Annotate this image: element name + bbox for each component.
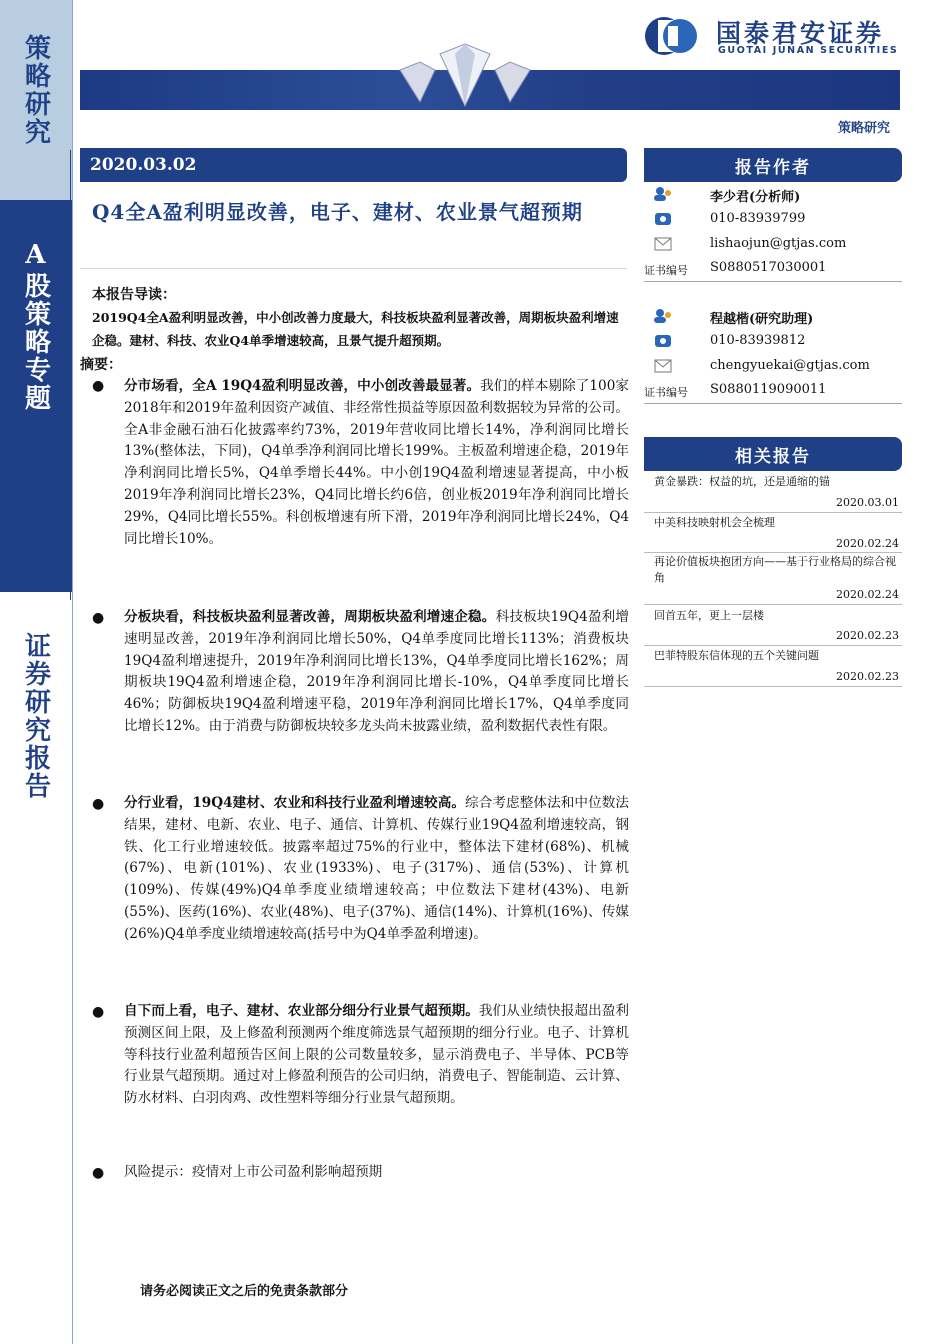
bullet-dot-icon: ● <box>92 610 105 626</box>
phone-icon <box>652 211 674 227</box>
related-divider <box>644 512 902 513</box>
related-report-title[interactable]: 黄金暴跌：权益的坑，还是通缩的锚 <box>654 475 830 488</box>
paragraph-lead: 分行业看，19Q4建材、农业和科技行业盈利增速较高。 <box>124 795 466 811</box>
person-icon <box>652 186 674 202</box>
paragraph-body: 我们从业绩快报超出盈利预测区间上限，及上修盈利预测两个维度筛选景气超预期的细分行业。电子、计算机等科技行业盈利超预告区间上限的公司数量较多，显示消费电子、半导体、PCB等行业景气超预期。通过对上修盈利预告的公司归纳，消费电子、智能制造、云计算、防水材料、白羽肉鸡、改性塑料等细分行业景气超预期。 <box>124 1003 630 1107</box>
report-date: 2020.03.02 <box>90 155 197 175</box>
paragraph-lead: 分市场看，全A 19Q4盈利明显改善，中小创改善最显著。 <box>124 378 481 394</box>
header-subtitle: 策略研究 <box>838 121 891 136</box>
author-cert: S0880517030001 <box>710 260 827 275</box>
cert-label: 证书编号 <box>644 386 688 399</box>
summary-paragraph <box>124 1001 629 1110</box>
author-cert: S0880119090011 <box>710 382 827 397</box>
related-divider <box>644 604 902 605</box>
related-divider <box>644 552 902 553</box>
author-name: 程越楷(研究助理) <box>710 312 814 327</box>
diamond-gems-graphic <box>380 40 550 110</box>
related-report-date: 2020.02.24 <box>836 588 899 601</box>
author-divider <box>644 403 902 404</box>
sidebar-middle-panel <box>0 200 72 592</box>
abstract-heading: 摘要： <box>80 357 122 373</box>
bullet-dot-icon: ● <box>92 1165 105 1181</box>
content-left-rule <box>70 150 71 600</box>
related-report-title[interactable]: 再论价值板块抱团方向——基于行业格局的综合视角 <box>654 555 896 584</box>
related-divider <box>644 645 902 646</box>
bullet-dot-icon: ● <box>92 378 105 394</box>
author-email[interactable]: chengyuekai@gtjas.com <box>710 358 870 373</box>
related-report-title[interactable]: 回首五年，更上一层楼 <box>654 609 764 622</box>
sidebar-category-label: 策略研究 <box>20 34 51 146</box>
company-logo-icon <box>642 16 702 56</box>
report-title: Q4全A盈利明显改善，电子、建材、农业景气超预期 <box>92 200 583 224</box>
paragraph-body: 我们的样本剔除了100家2018年和2019年盈利因资产减值、非经常性损益等原因盈利数据较为异常的公司。全A非金融石油石化披露率约73%，2019年营收同比增长14%，净利润同比增长13%(整体法，下同)，Q4单季净利润同比增长199%。主板盈利增速企稳，2019年净利润同比增长5%，Q4单季增长44%。中小创19Q4盈利增速显著提高，中小板2019年净利润同比增长23%，Q4同比增长约6倍，创业板2019年净利润同比增长29%，Q4同比增长55%。科创板增速有所下滑，2019年净利润同比增长24%，Q4同比增长10%。 <box>124 378 629 547</box>
author-phone: 010-83939812 <box>710 333 806 348</box>
summary-paragraph <box>124 793 629 946</box>
intro-text: 2019Q4全A盈利明显改善，中小创改善力度最大，科技板块盈利显著改善，周期板块盈利增速企稳。建材、科技、农业Q4单季增速较高，且景气提升超预期。 <box>92 310 619 348</box>
logo-english-name: GUOTAI JUNAN SECURITIES <box>718 45 899 56</box>
author-name: 李少君(分析师) <box>710 190 801 205</box>
paragraph-lead: 自下而上看，电子、建材、农业部分细分行业景气超预期。 <box>124 1003 479 1019</box>
sidebar-topic-label: A股策略专题 <box>20 240 51 412</box>
related-report-title[interactable]: 中美科技映射机会全梳理 <box>654 516 775 529</box>
sidebar-divider <box>72 0 73 1344</box>
cert-label: 证书编号 <box>644 264 688 277</box>
phone-icon <box>652 333 674 349</box>
disclaimer-notice: 请务必阅读正文之后的免责条款部分 <box>140 1284 349 1299</box>
email-icon <box>652 358 674 374</box>
authors-heading: 报告作者 <box>644 148 902 182</box>
bullet-dot-icon: ● <box>92 1004 105 1020</box>
related-divider <box>644 686 902 687</box>
person-icon <box>652 308 674 324</box>
sidebar-bottom-panel <box>0 592 72 1344</box>
email-icon <box>652 236 674 252</box>
author-phone: 010-83939799 <box>710 211 806 226</box>
related-report-date: 2020.03.01 <box>836 496 899 509</box>
related-report-date: 2020.02.24 <box>836 537 899 550</box>
risk-warning <box>124 1162 629 1184</box>
intro-heading: 本报告导读： <box>92 287 176 303</box>
paragraph-body: 风险提示：疫情对上市公司盈利影响超预期 <box>124 1164 383 1180</box>
title-divider <box>80 268 627 269</box>
sidebar-top-panel <box>0 0 72 200</box>
paragraph-lead: 分板块看，科技板块盈利显著改善，周期板块盈利增速企稳。 <box>124 609 496 625</box>
paragraph-body: 综合考虑整体法和中位数法结果，建材、电新、农业、电子、通信、计算机、传媒行业19Q4盈利增速较高，钢铁、化工行业增速较低。披露率超过75%的行业中，整体法下建材(68%)、机械(67%)、电新(101%)、农业(1933%)、电子(317%)、通信(53%)、计算机(109%)、传媒(49%)Q4单季度业绩增速较高；中位数法下建材(43%)、电新(55%)、医药(16%)、农业(48%)、电子(37%)、通信(14%)、计算机(16%)、传媒(26%)Q4单季度业绩增速较高(括号中为Q4单季盈利增速)。 <box>124 795 630 942</box>
related-report-date: 2020.02.23 <box>836 670 899 683</box>
author-divider <box>644 281 902 282</box>
summary-paragraph <box>124 607 629 738</box>
sidebar-doc-type-label: 证券研究报告 <box>20 632 51 800</box>
bullet-dot-icon: ● <box>92 796 105 812</box>
paragraph-body: 科技板块19Q4盈利增速明显改善，2019年净利润同比增长50%，Q4单季度同比增长113%；消费板块19Q4盈利增速提升，2019年净利润同比增长13%，Q4单季度同比增长162%；周期板块19Q4盈利增速企稳，2019年净利润同比增长-10%，Q4单季度同比增长46%；防御板块19Q4盈利增速平稳，2019年净利润同比增长17%，Q4单季度同比增长12%。由于消费与防御板块较多龙头尚未披露业绩，盈利数据代表性有限。 <box>124 609 630 734</box>
author-email[interactable]: lishaojun@gtjas.com <box>710 236 847 251</box>
related-heading: 相关报告 <box>644 437 902 471</box>
logo-chinese-name: 国泰君安证券 <box>716 19 885 48</box>
summary-paragraph <box>124 376 629 550</box>
related-report-date: 2020.02.23 <box>836 629 899 642</box>
related-report-title[interactable]: 巴菲特股东信体现的五个关键问题 <box>654 649 819 662</box>
